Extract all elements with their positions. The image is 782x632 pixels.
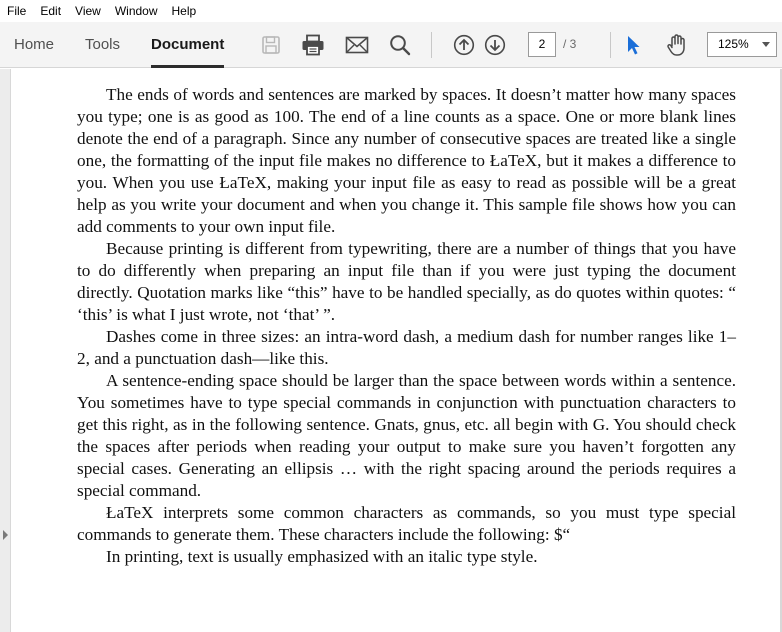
save-icon[interactable] [258, 32, 284, 58]
paragraph: In printing, text is usually emphasized with an italic type style. [106, 547, 538, 566]
toolbar [0, 22, 782, 68]
paragraph: Because printing is different from typewriting, there are a number of things that you have to do differently when preparing an input file than if you were just typing the document directly. Quotation marks like “this” have to be handled specially, as do quotes within quotes: “ ‘this’ is what I just wrote, not ‘that’ ”. [77, 239, 736, 324]
paragraph: A sentence-ending space should be larger than the space between words within a sentence. You sometimes have to type special commands in conjunction with punctuation characters to get this right, as in the following sentence. Gnats, gnus, etc. all begin with G. You should check the spaces after periods when reading your output to make sure you haven’t forgotten any special cases. Generating an ellipsis … with the right spacing around the periods requires a special command. [77, 371, 736, 500]
zoom-value: 125% [718, 37, 749, 51]
chevron-down-icon [762, 42, 770, 47]
email-icon[interactable] [344, 32, 370, 58]
search-icon[interactable] [387, 32, 413, 58]
expand-panel-icon [3, 530, 8, 540]
left-panel-toggle[interactable] [0, 69, 11, 632]
toolbar-separator [431, 32, 432, 58]
page-total: / 3 [563, 37, 577, 51]
previous-page-icon[interactable] [451, 32, 477, 58]
menu-view[interactable]: View [75, 4, 101, 18]
paragraph: The ends of words and sentences are marked by spaces. It doesn’t matter how many spaces you type; one is as good as 100. The end of a line counts as a space. One or more blank lines denote the end of a paragraph. Since any number of consecutive spaces are treated like a single one, the formatting of the input file makes no difference to ŁaTeX, but it makes a difference to you. When you use ŁaTeX, making your input file as easy to read as possible will be a great help as you write your document and when you change it. This sample file shows how you can add comments to your own input file. [77, 85, 736, 236]
document-view[interactable] [0, 69, 782, 632]
print-icon[interactable] [300, 32, 326, 58]
paragraph: Dashes come in three sizes: an intra-word dash, a medium dash for number ranges like 1–2, and a punctuation dash—like this. [77, 327, 736, 368]
document-text [77, 84, 736, 568]
tab-home[interactable]: Home [14, 36, 55, 53]
zoom-select[interactable] [707, 32, 777, 57]
tab-document[interactable]: Document [151, 22, 224, 68]
paragraph: ŁaTeX interprets some common characters as commands, so you must type special commands to generate them. These characters include the following: $“ [77, 503, 736, 544]
tab-tools[interactable]: Tools [85, 36, 121, 53]
menu-bar [0, 0, 782, 22]
select-cursor-icon[interactable] [620, 32, 646, 58]
menu-help[interactable]: Help [171, 4, 197, 18]
menu-file[interactable]: File [7, 4, 27, 18]
hand-tool-icon[interactable] [664, 32, 690, 58]
page-number-input[interactable]: 2 [528, 32, 556, 57]
next-page-icon[interactable] [482, 32, 508, 58]
menu-window[interactable]: Window [114, 4, 158, 18]
toolbar-separator [610, 32, 611, 58]
menu-edit[interactable]: Edit [40, 4, 62, 18]
